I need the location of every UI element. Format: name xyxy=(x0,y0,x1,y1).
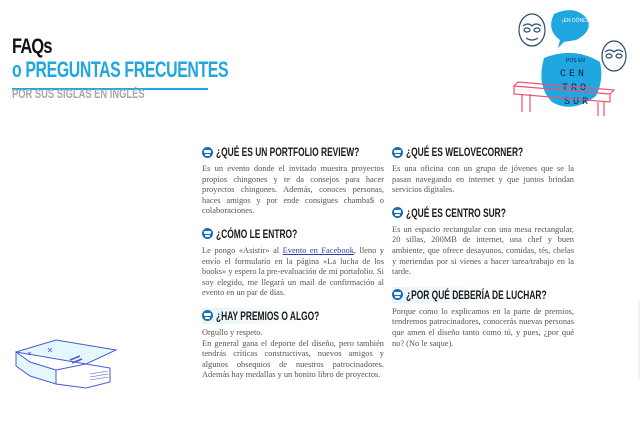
svg-text:POS EN: POS EN xyxy=(566,58,585,64)
page-subtitle: o PREGUNTAS FRECUENTES xyxy=(12,57,229,82)
book-illustration xyxy=(10,330,120,390)
faq-answer: Es un evento donde el invitado muestra proyectos propios chingones y te da consejos para hacer proyectos chingones. Además, conoces personas, haces amigos y por ende consigues chamba$ o colaboraciones. xyxy=(202,164,384,216)
subtitle-note: POR SUS SIGLAS EN INGLÉS xyxy=(12,86,145,101)
faq-answer: Es una oficina con un grupo de jóvenes que se la pasan navegando en internet y que juntos brindan servicios digitales. xyxy=(392,164,574,195)
svg-text:SUR: SUR xyxy=(564,97,592,108)
faq-welovecorner xyxy=(392,144,574,196)
faq-portfolio-review xyxy=(202,144,384,217)
faq-premios xyxy=(202,308,384,381)
faq-por-que-luchar xyxy=(392,287,574,349)
luchador-illustration xyxy=(504,4,638,118)
title-block xyxy=(12,36,312,102)
luchador-mask-icon xyxy=(202,310,213,321)
faq-answer: Orgullo y respeto. En general gana el deporte del diseño, pero también tendrás críticas constructivas, nuevos amigos y algunos obsequios de nuestros patrocinadores. Además hay medallas y un bonito libro de proyectos. xyxy=(202,327,384,380)
luchador-mask-icon xyxy=(602,41,626,71)
luchador-mask-icon xyxy=(392,289,403,300)
faq-question: ¿HAY PREMIOS O ALGO? xyxy=(202,308,384,324)
svg-text:TRO: TRO xyxy=(562,83,590,94)
svg-text:¡EN DÓNDE, MANUEL!: ¡EN DÓNDE, MANUEL! xyxy=(562,18,616,24)
luchador-mask-icon xyxy=(392,207,403,218)
page-title: FAQs xyxy=(12,35,52,58)
luchador-mask-icon xyxy=(202,228,213,239)
faq-answer: Es un espacio rectangular con una mesa rectangular, 20 sillas, 200MB de internet, una chef y buen ambiente, que ofrece desayunos, comidas, tés, chelas y meriendas por si vienes a hacer tarea/trabajo en la tarde. xyxy=(392,224,574,277)
luchador-mask-icon xyxy=(392,147,403,158)
facebook-event-link[interactable]: Evento en Facebook xyxy=(282,245,354,255)
faq-question: ¿QUÉ ES CENTRO SUR? xyxy=(392,205,574,221)
luchador-mask-icon xyxy=(202,147,213,158)
faq-centro-sur xyxy=(392,205,574,278)
faq-question: ¿POR QUÉ DEBERÍA DE LUCHAR? xyxy=(392,287,574,303)
faq-como-le-entro xyxy=(202,226,384,299)
faq-question: ¿QUÉ ES WELOVECORNER? xyxy=(392,144,574,160)
luchador-mask-icon xyxy=(519,14,545,46)
faq-question: ¿CÓMO LE ENTRO? xyxy=(202,226,384,242)
faq-question: ¿QUÉ ES UN PORTFOLIO REVIEW? xyxy=(202,144,384,160)
faq-answer: Le pongo «Asistir» al Evento en Facebook, lleno y envío el formulario en la página «La lucha de los books» y espero la pre-evaluación de mi portafolio. Si soy elegido, me llegará un mail de confirmación al evento en un par de días. xyxy=(202,245,384,298)
faq-column-right xyxy=(392,144,574,358)
faq-answer: Porque como lo explicamos en la parte de premios, tendremos patrocinadores, conocerás nuevas personas que amen el diseño tanto como tú, y pues, ¿por qué no? (No le saque). xyxy=(392,306,574,348)
svg-text:CEN: CEN xyxy=(560,69,588,80)
faq-column-left xyxy=(202,144,384,390)
